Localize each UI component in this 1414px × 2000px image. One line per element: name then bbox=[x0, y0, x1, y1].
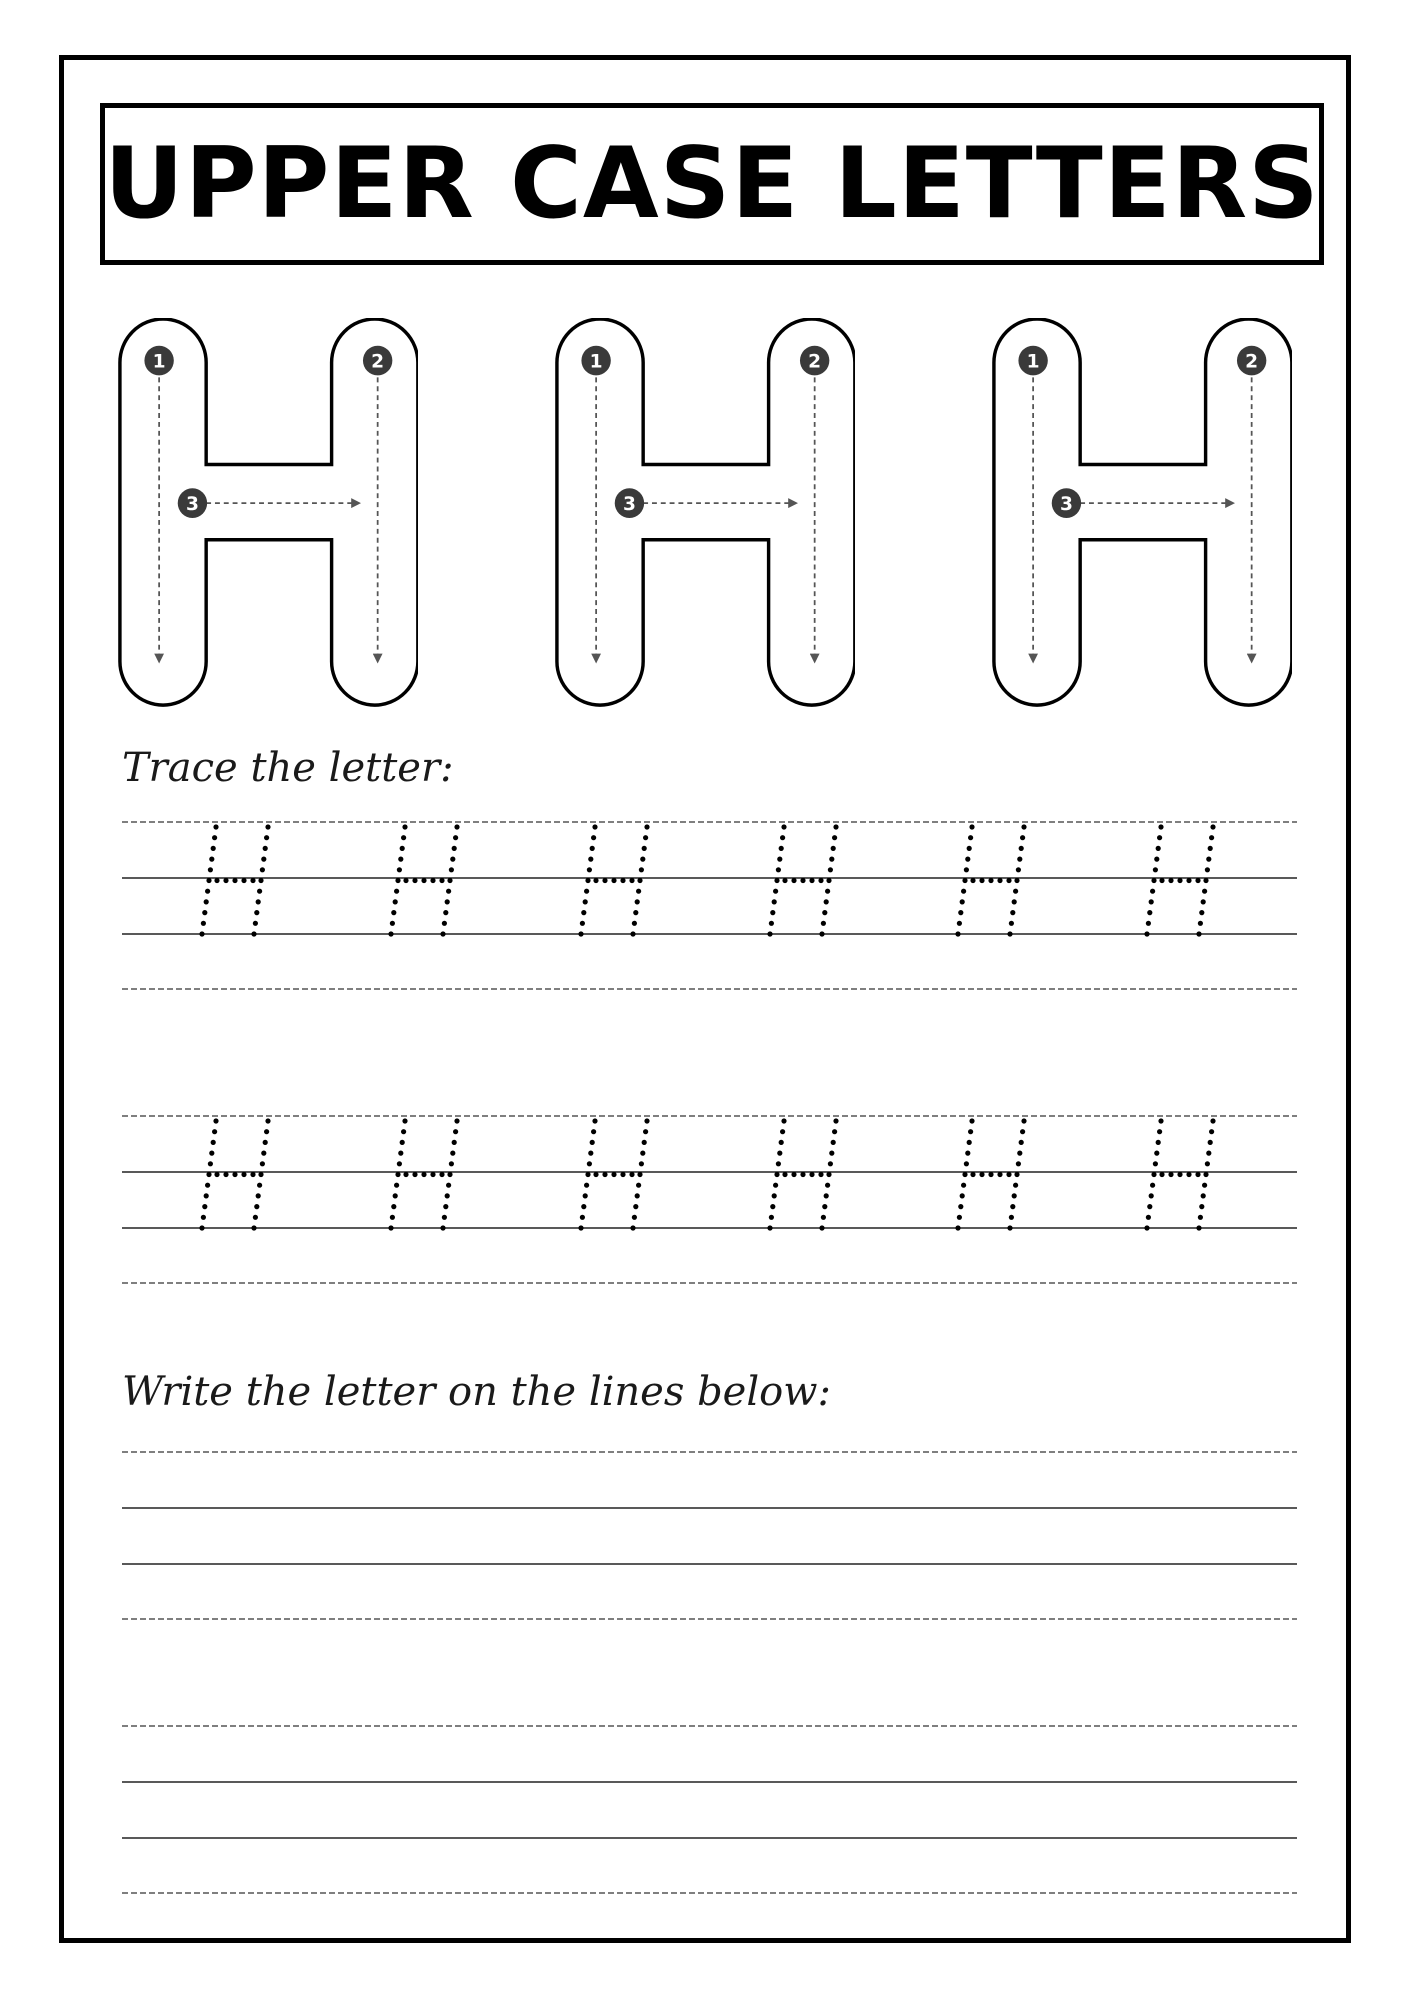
letter-stroke-guide-1 bbox=[118, 318, 418, 708]
letter-stroke-guide-3 bbox=[992, 318, 1292, 708]
title-box bbox=[100, 103, 1324, 265]
stroke-number-3: 3 bbox=[1059, 493, 1073, 516]
write-section-label: Write the letter on the lines below: bbox=[122, 1369, 831, 1415]
letter-outline bbox=[557, 319, 855, 705]
stroke-number-1: 1 bbox=[589, 351, 603, 373]
stroke-number-3: 3 bbox=[185, 493, 199, 516]
stroke-number-3: 3 bbox=[622, 493, 636, 516]
stroke-number-1: 1 bbox=[1026, 351, 1040, 373]
letter-outline bbox=[120, 319, 418, 705]
stroke-number-1: 1 bbox=[152, 351, 166, 373]
stroke-number-2: 2 bbox=[1245, 351, 1259, 373]
stroke-number-2: 2 bbox=[371, 351, 385, 373]
letter-stroke-guide-2 bbox=[555, 318, 855, 708]
stroke-number-2: 2 bbox=[808, 351, 822, 373]
page-title: UPPER CASE LETTERS bbox=[104, 127, 1320, 241]
trace-section-label: Trace the letter: bbox=[122, 745, 454, 791]
letter-outline bbox=[994, 319, 1292, 705]
